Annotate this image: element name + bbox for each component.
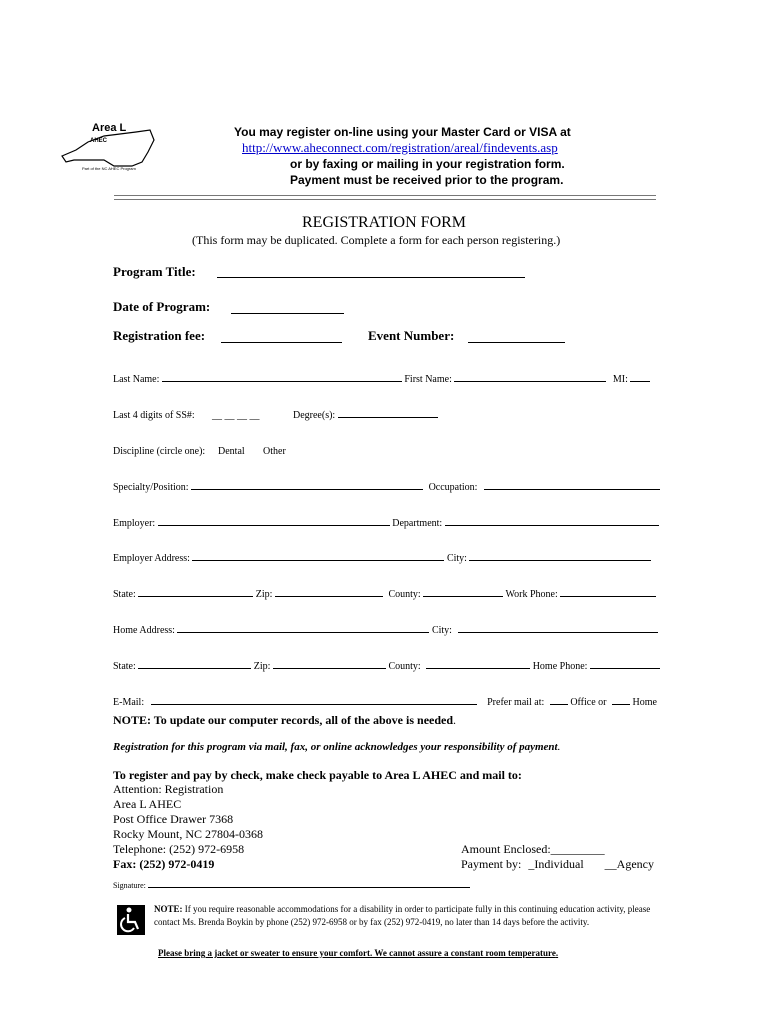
zip-label: Zip: — [255, 589, 273, 600]
mailing-address — [113, 782, 263, 872]
header-line1: You may register on-line using your Master Card or VISA at — [234, 125, 571, 139]
home-state-label: State: — [113, 661, 136, 672]
amount-enclosed[interactable]: Amount Enclosed:_________ — [461, 842, 605, 856]
name-row — [113, 374, 650, 385]
fax-line: Fax: (252) 972-0419 — [113, 857, 215, 871]
city-label: City: — [446, 553, 467, 564]
home-city-field[interactable] — [458, 632, 658, 633]
signature-field[interactable] — [148, 887, 470, 888]
ssn-label: Last 4 digits of SS#: — [113, 410, 195, 421]
mi-label: MI: — [612, 374, 628, 385]
home-zip-field[interactable] — [273, 668, 386, 669]
employer-address-row — [113, 553, 651, 564]
home-zip-label: Zip: — [253, 661, 271, 672]
first-name-label: First Name: — [404, 374, 452, 385]
specialty-label: Specialty/Position: — [113, 482, 189, 493]
degree-row — [293, 410, 438, 421]
telephone-line: Telephone: (252) 972-6958 — [113, 842, 245, 856]
home-state-field[interactable] — [138, 668, 251, 669]
comfort-note-text: Please bring a jacket or sweater to ensure your comfort. We cannot assure a constant room temperature — [158, 948, 556, 958]
acknowledge-note: Registration for this program via mail, fax, or online acknowledges your responsibility of payment. — [113, 741, 561, 753]
prefer-mail-label: Prefer mail at: — [487, 697, 545, 708]
county-label: County: — [388, 589, 421, 600]
state-label: State: — [113, 589, 136, 600]
email-row — [113, 697, 657, 708]
employer-address-label: Employer Address: — [113, 553, 190, 564]
payment-by-row — [461, 857, 654, 872]
employer-address-field[interactable] — [192, 560, 444, 561]
email-field[interactable] — [151, 704, 477, 705]
form-title: REGISTRATION FORM — [302, 214, 467, 231]
home-phone-field[interactable] — [590, 668, 660, 669]
mi-field[interactable] — [630, 381, 650, 382]
home-county-label: County: — [388, 661, 421, 672]
county-field[interactable] — [423, 596, 503, 597]
last-name-field[interactable] — [162, 381, 402, 382]
state-field[interactable] — [138, 596, 253, 597]
fee-label: Registration fee: — [113, 328, 206, 343]
header-line4: Payment must be received prior to the program. — [290, 173, 564, 187]
signature-row — [113, 881, 470, 890]
employer-row — [113, 518, 659, 529]
accommodation-note — [154, 903, 660, 929]
discipline-option-dental[interactable]: Dental — [218, 446, 245, 457]
payment-agency-option[interactable]: __Agency — [604, 857, 654, 871]
home-address-field[interactable] — [177, 632, 429, 633]
first-name-field[interactable] — [454, 381, 606, 382]
office-field[interactable] — [550, 704, 568, 705]
ssn-field[interactable]: __ __ __ __ — [212, 410, 260, 421]
program-title-field[interactable] — [217, 277, 525, 278]
header-divider — [114, 195, 656, 200]
check-heading: To register and pay by check, make check payable to Area L AHEC and mail to: — [113, 768, 522, 782]
acknowledge-note-text: Registration for this program via mail, fax, or online acknowledges your responsibility of payment — [113, 741, 558, 753]
home-location-row — [113, 661, 660, 672]
office-label: Office or — [570, 697, 607, 708]
accommodation-note-label: NOTE: — [154, 904, 183, 914]
employer-label: Employer: — [113, 518, 156, 529]
date-field[interactable] — [231, 313, 344, 314]
logo-abbrev: AHEC — [90, 138, 108, 144]
payment-individual-option[interactable]: _Individual — [528, 857, 584, 871]
signature-label: Signature: — [113, 881, 146, 890]
employer-field[interactable] — [158, 525, 390, 526]
degree-field[interactable] — [338, 417, 438, 418]
fee-field[interactable] — [221, 342, 342, 343]
event-number-label: Event Number: — [368, 328, 455, 343]
occupation-field[interactable] — [484, 489, 660, 490]
payment-by-label: Payment by: — [461, 857, 522, 871]
email-label: E-Mail: — [113, 697, 145, 708]
work-phone-label: Work Phone: — [505, 589, 558, 600]
department-field[interactable] — [445, 525, 659, 526]
last-name-label: Last Name: — [113, 374, 160, 385]
degree-label: Degree(s): — [293, 410, 336, 421]
wheelchair-icon — [117, 905, 145, 935]
ahec-logo — [58, 120, 158, 178]
specialty-field[interactable] — [191, 489, 423, 490]
home-address-label: Home Address: — [113, 625, 175, 636]
city-field[interactable] — [469, 560, 651, 561]
department-label: Department: — [392, 518, 443, 529]
home-address-row — [113, 625, 658, 636]
address-line: Rocky Mount, NC 27804-0368 — [113, 827, 263, 841]
zip-field[interactable] — [275, 596, 383, 597]
accommodation-note-text: If you require reasonable accommodations for a disability in order to participate fully in this continuing education activity, please contact Ms. Brenda Boykin by phone (252) 972-6958 or by fax (252) 972-0419, no later than 14 days before the activity. — [154, 904, 651, 927]
specialty-row — [113, 482, 660, 493]
update-note: NOTE: To update our computer records, all of the above is needed. — [113, 713, 457, 727]
home-city-label: City: — [431, 625, 452, 636]
discipline-option-other[interactable]: Other — [263, 446, 286, 457]
form-subtitle: (This form may be duplicated. Complete a form for each person registering.) — [192, 233, 561, 247]
discipline-label: Discipline (circle one): — [113, 446, 206, 457]
home-mail-field[interactable] — [612, 704, 630, 705]
address-line: Attention: Registration — [113, 782, 224, 796]
logo-title: Area L — [92, 122, 127, 134]
home-phone-label: Home Phone: — [532, 661, 588, 672]
comfort-note: Please bring a jacket or sweater to ensure your comfort. We cannot assure a constant room temperature. — [158, 948, 559, 958]
date-label: Date of Program: — [113, 299, 211, 314]
work-address-row — [113, 589, 656, 600]
event-number-field[interactable] — [468, 342, 565, 343]
address-line: Post Office Drawer 7368 — [113, 812, 234, 826]
home-county-field[interactable] — [426, 668, 530, 669]
occupation-label: Occupation: — [428, 482, 478, 493]
work-phone-field[interactable] — [560, 596, 656, 597]
header-line3: or by faxing or mailing in your registration form. — [290, 157, 565, 171]
address-line: Area L AHEC — [113, 797, 182, 811]
program-title-label: Program Title: — [113, 264, 196, 279]
registration-url-link[interactable]: http://www.aheconnect.com/registration/areal/findevents.asp — [242, 140, 558, 155]
logo-tagline: Part of the NC AHEC Program — [82, 166, 136, 171]
home-label: Home — [632, 697, 657, 708]
update-note-text: NOTE: To update our computer records, all of the above is needed — [113, 713, 454, 727]
